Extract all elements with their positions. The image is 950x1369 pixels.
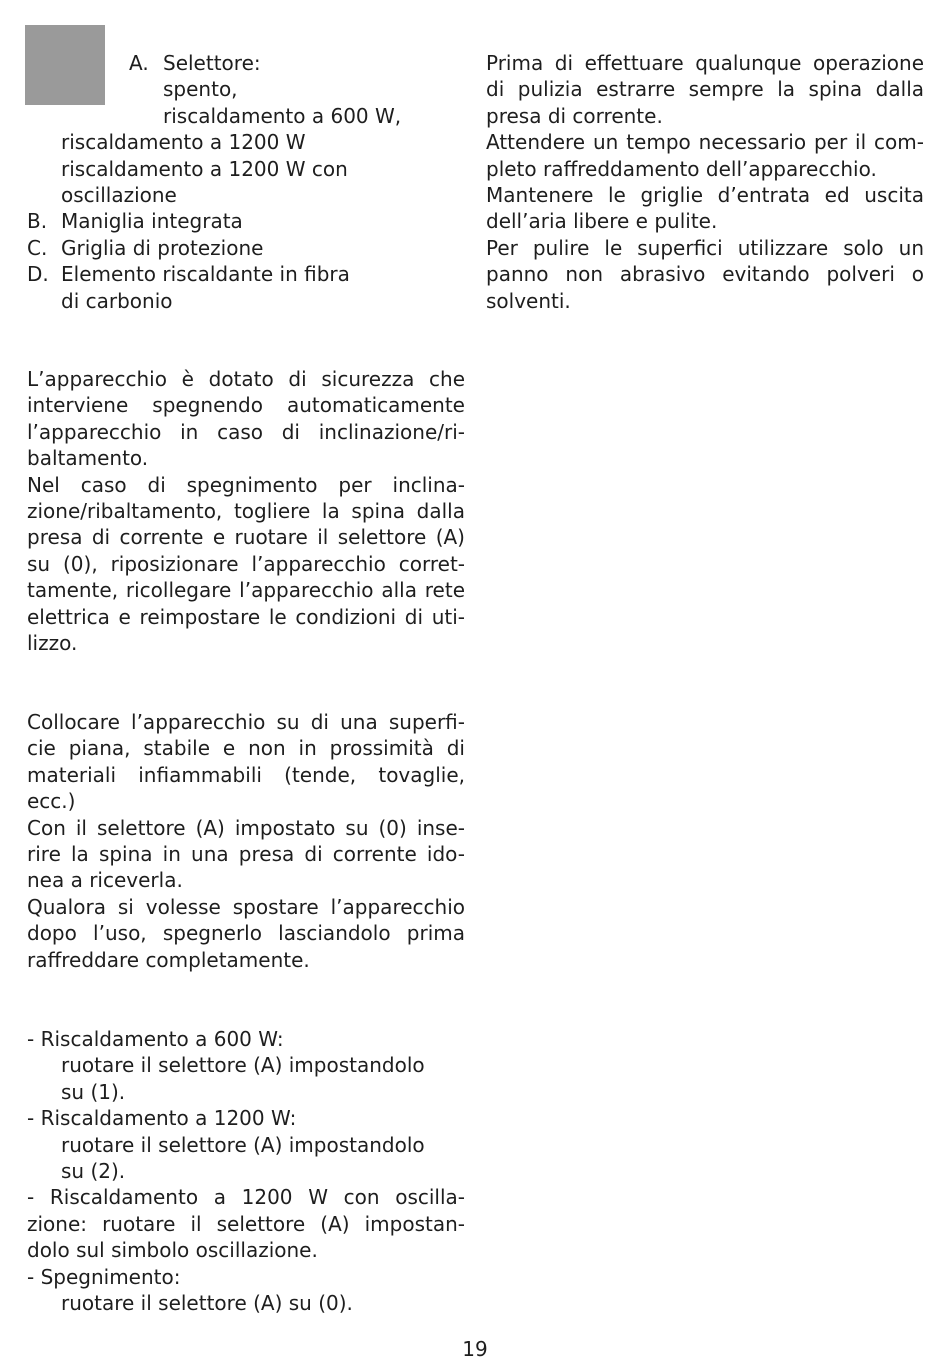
text-line: l’apparecchio in caso di inclinazione/ri- (27, 419, 465, 444)
text-line: ecc.) (27, 789, 76, 814)
text-line: pleto raffreddamento dell’apparecchio. (486, 156, 877, 181)
text-line: Per pulire le superfici utilizzare solo un (486, 235, 924, 260)
text-line: materiali infiammabili (tende, tovaglie, (27, 762, 465, 787)
list-item: D. Elemento riscaldante in fibra (27, 262, 350, 287)
text-line: Prima di effettuare qualunque operazione (486, 51, 924, 75)
text-line: - Riscaldamento a 1200 W con oscilla- (27, 1185, 465, 1210)
text-line: tamente, ricollegare l’apparecchio alla rete (27, 578, 465, 603)
list-item: riscaldamento a 600 W, (163, 103, 402, 128)
list-item: C. Griglia di protezione (27, 235, 264, 260)
text-line: - Riscaldamento a 600 W: (27, 1027, 284, 1051)
text-line: su (1). (61, 1079, 126, 1104)
text-line: Nel caso di spegnimento per inclina- (27, 472, 465, 497)
installation-section (27, 709, 465, 973)
components-list (27, 50, 465, 314)
list-item: spento, (163, 77, 238, 102)
text-line: raffreddare completamente. (27, 947, 310, 972)
list-item: riscaldamento a 1200 W con (61, 156, 348, 181)
text-line: zione/ribaltamento, togliere la spina dalla (27, 499, 465, 524)
list-item: B. Maniglia integrata (27, 209, 243, 234)
text-line: interviene spegnendo automaticamente (27, 393, 465, 418)
text-line: Collocare l’apparecchio su di una superfi- (27, 710, 465, 734)
text-line: presa di corrente e ruotare il selettore (A) (27, 525, 465, 550)
page-number: 19 (462, 1337, 488, 1361)
text-line: Attendere un tempo necessario per il com- (486, 130, 924, 155)
text-line: Qualora si volesse spostare l’apparecchio (27, 894, 465, 919)
list-item: A. Selettore: (129, 51, 261, 75)
text-line: lizzo. (27, 631, 78, 656)
list-item: oscillazione (61, 183, 177, 208)
text-line: solventi. (486, 288, 571, 313)
text-line: ruotare il selettore (A) impostandolo (61, 1132, 425, 1157)
text-line: L’apparecchio è dotato di sicurezza che (27, 367, 465, 391)
text-line: elettrica e reimpostare le condizioni di uti- (27, 604, 465, 629)
text-line: baltamento. (27, 446, 149, 471)
text-line: dolo sul simbolo oscillazione. (27, 1238, 318, 1263)
list-item: riscaldamento a 1200 W (61, 130, 306, 155)
text-line: zione: ruotare il selettore (A) impostan- (27, 1211, 465, 1236)
text-line: Con il selettore (A) impostato su (0) inse- (27, 815, 465, 840)
text-line: di pulizia estrarre sempre la spina dalla (486, 77, 924, 102)
text-line: dopo l’uso, spegnerlo lasciandolo prima (27, 921, 465, 946)
list-item: di carbonio (61, 288, 173, 313)
cleaning-section (486, 50, 924, 314)
text-line: ruotare il selettore (A) su (0). (61, 1291, 353, 1316)
text-line: - Riscaldamento a 1200 W: (27, 1106, 297, 1131)
text-line: su (2). (61, 1159, 126, 1184)
text-line: panno non abrasivo evitando polveri o (486, 262, 924, 287)
text-line: su (0), riposizionare l’apparecchio corret- (27, 551, 465, 576)
text-line: Mantenere le griglie d’entrata ed uscita (486, 183, 924, 208)
text-line: ruotare il selettore (A) impostandolo (61, 1053, 425, 1078)
text-line: nea a riceverla. (27, 868, 183, 893)
text-line: - Spegnimento: (27, 1264, 181, 1289)
usage-section (27, 1026, 465, 1316)
safety-section (27, 366, 465, 656)
text-line: cie piana, stabile e non in prossimità di (27, 736, 465, 761)
text-line: presa di corrente. (486, 103, 663, 128)
text-line: rire la spina in una presa di corrente ido- (27, 842, 465, 867)
text-line: dell’aria libere e pulite. (486, 209, 718, 234)
